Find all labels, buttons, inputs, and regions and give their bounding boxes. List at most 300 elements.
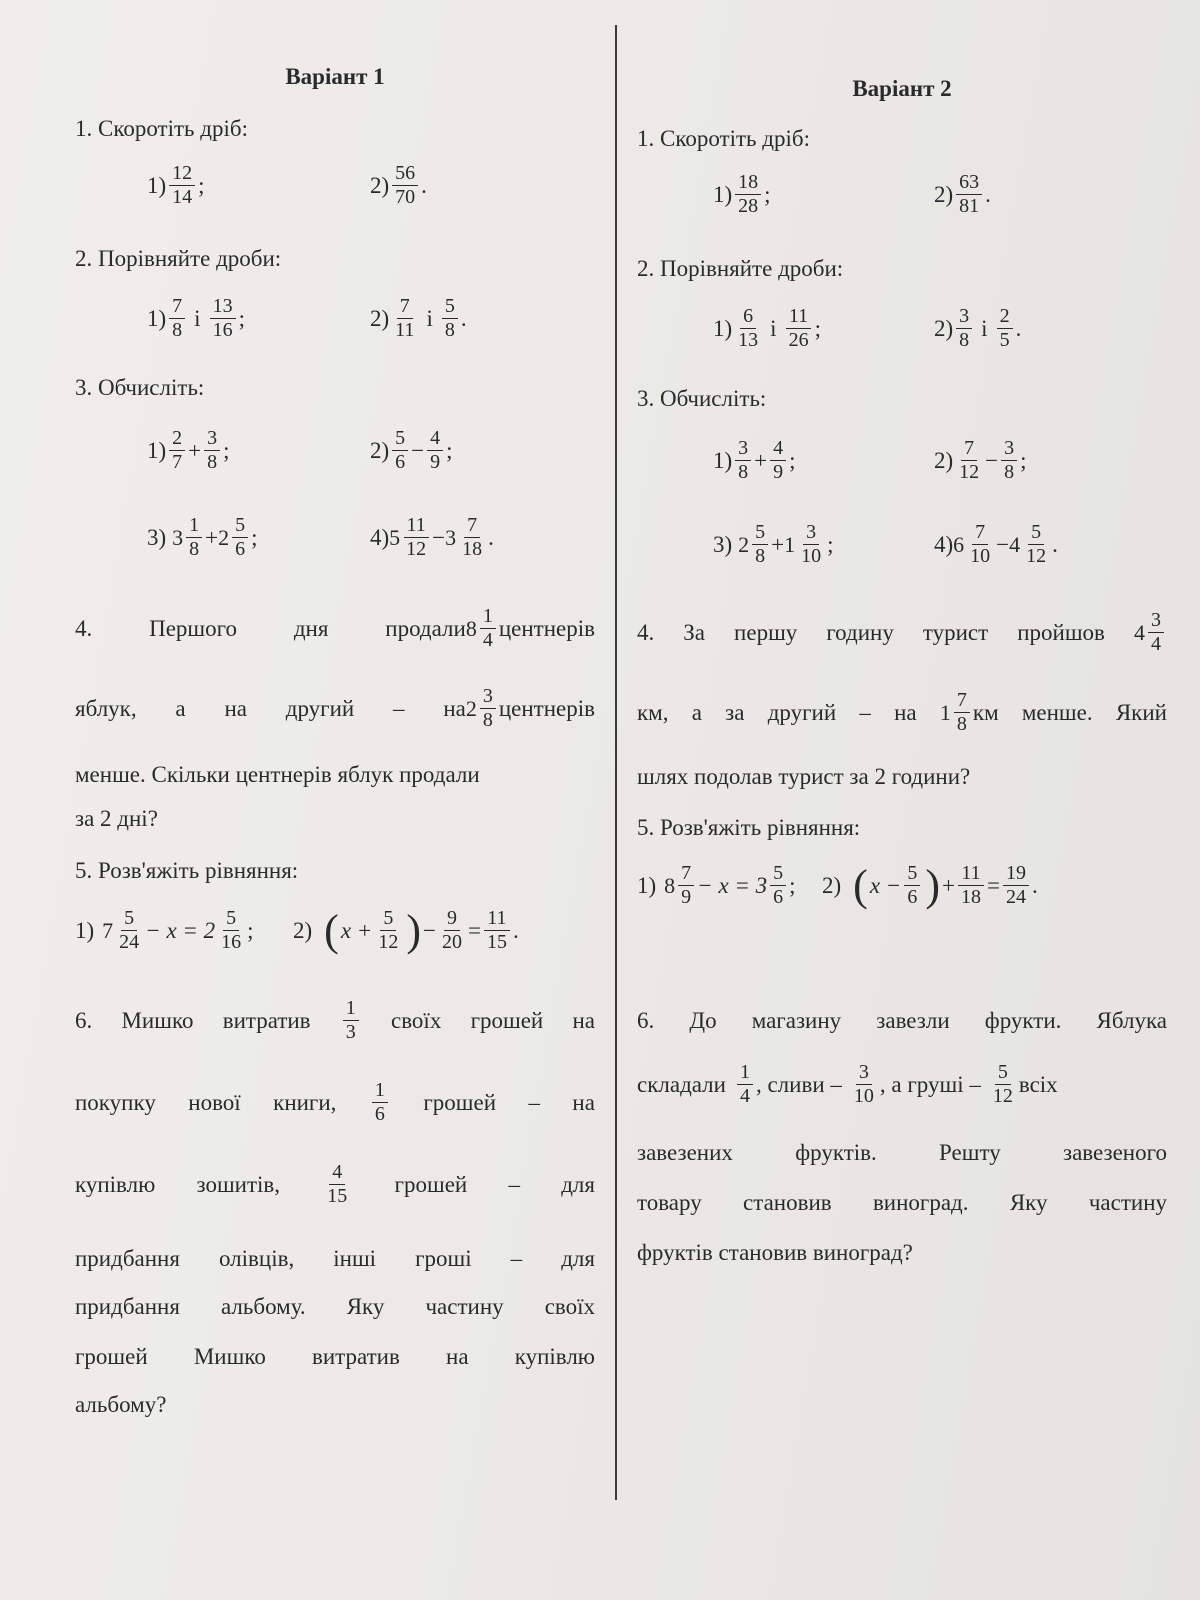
dash: – (393, 695, 405, 721)
denominator: 12 (959, 461, 980, 483)
fraction (678, 863, 694, 908)
word: завезли (876, 1008, 950, 1033)
denominator: 4 (482, 629, 493, 651)
whole-part: 1 (939, 699, 951, 725)
numerator: 6 (740, 306, 756, 329)
whole-part: 5 (389, 524, 401, 550)
task-6-line-5: придбання альбому. Яку частину своїх (75, 1294, 595, 1319)
mixed-number (1134, 610, 1167, 655)
denominator: 81 (959, 195, 980, 217)
task-2-heading: 2. Порівняйте дроби: (75, 246, 282, 271)
word: нової (188, 1089, 241, 1115)
denominator: 12 (992, 1085, 1013, 1107)
task-3-item-2 (934, 438, 1027, 483)
variable-term: x − (869, 872, 902, 898)
punctuation: ; (251, 524, 258, 550)
denominator: 4 (1150, 633, 1161, 655)
equals-sign: = (467, 917, 481, 943)
word: завезених (637, 1140, 733, 1165)
denominator: 7 (172, 451, 183, 473)
fraction (1148, 610, 1164, 655)
fraction (427, 428, 443, 473)
fraction (1001, 438, 1017, 483)
word: частину (1088, 1190, 1167, 1215)
task-1-heading: 1. Скоротіть дріб: (637, 126, 810, 151)
fraction (169, 428, 185, 473)
word: центнерів (498, 695, 595, 721)
numerator: 12 (169, 163, 195, 186)
task-6-line-3 (75, 1162, 595, 1207)
numerator: 56 (392, 163, 418, 186)
fraction (990, 1062, 1016, 1107)
denominator: 18 (462, 538, 483, 560)
task-3-heading: 3. Обчисліть: (637, 386, 767, 411)
fraction (375, 908, 401, 953)
punctuation: ; (1020, 447, 1027, 473)
word: на (572, 1007, 595, 1033)
punctuation: ; (446, 437, 453, 463)
whole-part: 8 (664, 872, 676, 898)
word: грошей (394, 1171, 468, 1197)
right-parenthesis: ) (406, 905, 421, 955)
word: всіх (1018, 1071, 1058, 1097)
word: Першого (149, 615, 237, 641)
punctuation: ; (827, 531, 834, 557)
task-5-item-2 (822, 860, 1038, 910)
task-number: 6. (637, 1008, 655, 1033)
whole-part: 8 (465, 615, 477, 641)
word-with-number (940, 690, 999, 735)
task-5-item-1 (637, 863, 796, 908)
punctuation: . (1031, 872, 1038, 898)
item-label: 4) (370, 524, 390, 550)
denominator: 10 (853, 1085, 874, 1107)
operator: − (432, 524, 446, 550)
denominator: 8 (172, 319, 183, 341)
column-divider (615, 25, 617, 1500)
denominator: 8 (207, 451, 218, 473)
fraction (1003, 863, 1029, 908)
whole-part: 7 (102, 917, 114, 943)
fraction (392, 296, 417, 341)
numerator: 5 (1028, 522, 1044, 545)
right-parenthesis: ) (925, 860, 940, 910)
word: товару (637, 1190, 702, 1215)
denominator: 28 (738, 195, 759, 217)
fraction (786, 306, 812, 351)
word: Яблука (1096, 1008, 1167, 1033)
fraction (439, 908, 465, 953)
numerator: 3 (735, 438, 751, 461)
numerator: 3 (956, 306, 972, 329)
word: грошей (470, 1007, 544, 1033)
word: Решту (939, 1140, 1001, 1165)
conjunction: і (426, 305, 433, 331)
item-label: 2) (370, 172, 390, 198)
task-1-item-2 (934, 172, 991, 217)
punctuation: ; (238, 305, 245, 331)
task-6-line-7: альбому? (75, 1392, 167, 1417)
numerator: 11 (404, 515, 429, 538)
numerator: 2 (169, 428, 185, 451)
equals-sign: = (986, 872, 1000, 898)
numerator: 5 (752, 522, 768, 545)
denominator: 24 (119, 931, 140, 953)
fraction (997, 306, 1013, 351)
item-label: 2) (822, 872, 842, 898)
denominator: 10 (970, 545, 991, 567)
word: дня (293, 615, 329, 641)
word: пройшов (1017, 619, 1105, 645)
task-1-item-1 (147, 163, 205, 208)
punctuation: ; (223, 437, 230, 463)
denominator: 24 (1005, 886, 1026, 908)
denominator: 10 (801, 545, 822, 567)
fraction (204, 428, 220, 473)
fraction (324, 1162, 350, 1207)
denominator: 6 (374, 1103, 385, 1125)
numerator: 1 (372, 1080, 388, 1103)
task-6-line-3 (637, 1140, 1167, 1166)
task-4-line-1 (75, 606, 595, 651)
fraction (116, 908, 142, 953)
task-6-line-4: придбання олівців, інші гроші – для (75, 1246, 595, 1271)
denominator: 8 (959, 329, 970, 351)
word: Мишко (121, 1007, 194, 1033)
word-with-number (385, 606, 595, 651)
task-6-line-6: грошей Мишко витратив на купівлю (75, 1344, 595, 1369)
task-3-item-3 (713, 522, 834, 567)
numerator: 7 (169, 296, 185, 319)
numerator: 3 (204, 428, 220, 451)
task-2-heading: 2. Порівняйте дроби: (637, 256, 844, 281)
task-4-line-4: за 2 дні? (75, 806, 158, 831)
denominator: 8 (738, 461, 749, 483)
fraction (372, 1080, 388, 1125)
fraction (210, 296, 236, 341)
item-label: 1) (637, 872, 657, 898)
denominator: 6 (773, 886, 784, 908)
item-label: 1) (147, 437, 167, 463)
fraction (956, 172, 982, 217)
fraction (904, 863, 920, 908)
word: км, (637, 699, 669, 725)
task-4-line-3: менше. Скільки центнерів яблук продали (75, 762, 480, 787)
denominator: 8 (444, 319, 455, 341)
word: другий (767, 699, 837, 725)
word: на (572, 1089, 595, 1115)
whole-part: 2 (465, 695, 477, 721)
operator: − (996, 531, 1010, 557)
fraction (956, 306, 972, 351)
task-6-line-1 (75, 998, 595, 1043)
numerator: 5 (904, 863, 920, 886)
task-3-item-4 (370, 515, 494, 560)
fraction (392, 428, 408, 473)
whole-part: 1 (784, 531, 796, 557)
word: купівлю (75, 1171, 156, 1197)
fraction (735, 172, 761, 217)
punctuation: . (1052, 531, 1058, 557)
task-1-item-1 (713, 172, 771, 217)
dash: – (859, 699, 871, 725)
punctuation: ; (789, 872, 796, 898)
fraction (343, 998, 359, 1043)
word: , а груші – (879, 1071, 981, 1097)
word: витратив (222, 1007, 311, 1033)
task-6-line-2 (637, 1062, 1058, 1107)
conjunction: і (981, 315, 988, 341)
denominator: 8 (189, 538, 200, 560)
whole-part: 3 (445, 524, 457, 550)
numerator: 13 (210, 296, 236, 319)
word: зошитів, (196, 1171, 281, 1197)
word: а (691, 699, 702, 725)
numerator: 19 (1003, 863, 1029, 886)
denominator: 9 (773, 461, 784, 483)
task-4-line-2 (75, 686, 595, 731)
word: завезеного (1063, 1140, 1167, 1165)
item-label: 1) (75, 917, 95, 943)
item-label: 3) (713, 531, 733, 557)
numerator: 4 (329, 1162, 345, 1185)
item-label: 2) (934, 181, 954, 207)
operator: − (422, 917, 436, 943)
word: своїх (391, 1007, 442, 1033)
punctuation: ; (814, 315, 821, 341)
task-number: 4. (75, 615, 93, 641)
numerator: 7 (678, 863, 694, 886)
dash: – (528, 1089, 540, 1115)
word: другий (285, 695, 355, 721)
numerator: 5 (121, 908, 137, 931)
numerator: 5 (380, 908, 396, 931)
item-label: 1) (713, 447, 733, 473)
equation-middle: − x = 3 (697, 872, 768, 898)
operator: − (985, 447, 999, 473)
fraction (770, 863, 786, 908)
denominator: 8 (755, 545, 766, 567)
item-label: 3) (147, 524, 167, 550)
task-6-line-2 (75, 1080, 595, 1125)
task-3-item-3 (147, 515, 258, 560)
denominator: 16 (221, 931, 242, 953)
denominator: 8 (482, 709, 493, 731)
denominator: 15 (486, 931, 507, 953)
numerator: 5 (392, 428, 408, 451)
word: складали (637, 1071, 726, 1097)
operator: + (771, 531, 785, 557)
numerator: 1 (737, 1062, 753, 1085)
fraction (752, 522, 768, 567)
fraction (442, 296, 458, 341)
task-3-item-2 (370, 428, 453, 473)
denominator: 8 (1004, 461, 1015, 483)
punctuation: . (1015, 315, 1022, 341)
whole-part: 4 (1009, 531, 1021, 557)
task-3-item-1 (147, 428, 230, 473)
variant-1-title: Варіант 1 (285, 64, 385, 89)
word: менше. (1021, 699, 1093, 725)
task-5-heading: 5. Розв'яжіть рівняння: (637, 815, 861, 840)
word: на (894, 699, 917, 725)
numerator: 3 (856, 1062, 872, 1085)
variant-2-title: Варіант 2 (852, 76, 952, 101)
numerator: 4 (427, 428, 443, 451)
denominator: 12 (378, 931, 399, 953)
word: виноград. (872, 1190, 969, 1215)
denominator: 3 (345, 1021, 356, 1043)
numerator: 11 (786, 306, 811, 329)
numerator: 5 (223, 908, 239, 931)
left-parenthesis: ( (853, 860, 868, 910)
word-with-number (443, 686, 595, 731)
word: Яку (1009, 1190, 1048, 1215)
fraction (798, 522, 824, 567)
denominator: 26 (788, 329, 809, 351)
numerator: 3 (1148, 610, 1164, 633)
numerator: 1 (343, 998, 359, 1021)
punctuation: . (460, 305, 467, 331)
operator: + (754, 447, 768, 473)
word: для (561, 1171, 595, 1197)
task-number: 4. (637, 619, 655, 645)
whole-part: 6 (953, 531, 965, 557)
denominator: 6 (395, 451, 406, 473)
word: за (725, 699, 745, 725)
word: грошей (423, 1089, 497, 1115)
word: становив (743, 1190, 832, 1215)
denominator: 9 (681, 886, 692, 908)
operator: − (411, 437, 425, 463)
fraction (232, 515, 248, 560)
task-5-item-2 (293, 905, 519, 955)
word: фрукти. (984, 1008, 1062, 1033)
numerator: 5 (995, 1062, 1011, 1085)
word: За (683, 619, 706, 645)
word: км (972, 699, 999, 725)
punctuation: ; (789, 447, 796, 473)
item-label: 2) (934, 315, 954, 341)
denominator: 13 (738, 329, 759, 351)
operator: + (205, 524, 219, 550)
word: Який (1115, 699, 1167, 725)
task-6-line-5: фруктів становив виноград? (637, 1240, 913, 1265)
word: До (689, 1008, 717, 1033)
denominator: 5 (999, 329, 1010, 351)
variable-term: x + (340, 917, 373, 943)
task-number: 6. (75, 1007, 93, 1033)
fraction (958, 863, 984, 908)
word: продали (385, 615, 466, 641)
fraction (851, 1062, 877, 1107)
numerator: 4 (770, 438, 786, 461)
item-label: 2) (293, 917, 313, 943)
task-6-line-1 (637, 1008, 1167, 1034)
task-4-line-2 (637, 690, 1167, 735)
word: центнерів (498, 615, 595, 641)
task-3-heading: 3. Обчисліть: (75, 375, 205, 400)
fraction (169, 296, 185, 341)
denominator: 18 (960, 886, 981, 908)
whole-part: 2 (218, 524, 230, 550)
item-label: 2) (370, 437, 390, 463)
numerator: 1 (186, 515, 202, 538)
numerator: 7 (972, 522, 988, 545)
fraction (169, 163, 195, 208)
denominator: 11 (395, 319, 415, 341)
numerator: 7 (961, 438, 977, 461)
task-2-item-1 (147, 296, 245, 341)
conjunction: і (770, 315, 777, 341)
item-label: 2) (934, 447, 954, 473)
item-label: 1) (147, 305, 167, 331)
fraction (480, 606, 496, 651)
word: книги, (273, 1089, 337, 1115)
fraction (956, 438, 982, 483)
left-parenthesis: ( (324, 905, 339, 955)
fraction (1023, 522, 1049, 567)
fraction (967, 522, 993, 567)
dash: – (508, 1171, 520, 1197)
punctuation: . (985, 181, 991, 207)
whole-part: 3 (172, 524, 184, 550)
task-2-item-2 (370, 296, 467, 341)
fraction (480, 686, 496, 731)
numerator: 3 (803, 522, 819, 545)
whole-part: 4 (1133, 619, 1145, 645)
fraction (735, 438, 751, 483)
numerator: 7 (464, 515, 480, 538)
denominator: 20 (441, 931, 462, 953)
fraction (954, 690, 970, 735)
fraction (218, 908, 244, 953)
word: яблук, (75, 695, 137, 721)
numerator: 2 (997, 306, 1013, 329)
punctuation: ; (198, 172, 205, 198)
word: першу (734, 619, 798, 645)
word: фруктів. (795, 1140, 877, 1165)
word: на (443, 695, 466, 721)
fraction (770, 438, 786, 483)
task-5-item-1 (75, 908, 254, 953)
punctuation: ; (764, 181, 771, 207)
denominator: 9 (430, 451, 441, 473)
task-1-item-2 (370, 163, 427, 208)
numerator: 5 (442, 296, 458, 319)
denominator: 70 (395, 186, 416, 208)
numerator: 3 (1001, 438, 1017, 461)
task-6-line-4 (637, 1190, 1167, 1216)
fraction (737, 1062, 753, 1107)
punctuation: ; (247, 917, 254, 943)
word: а (175, 695, 186, 721)
task-3-item-4 (934, 522, 1058, 567)
denominator: 14 (172, 186, 193, 208)
numerator: 1 (480, 606, 496, 629)
word: годину (826, 619, 894, 645)
operator: + (941, 872, 955, 898)
item-label: 2) (370, 305, 390, 331)
item-label: 4) (934, 531, 954, 557)
denominator: 16 (212, 319, 233, 341)
word: на (224, 695, 247, 721)
numerator: 18 (735, 172, 761, 195)
denominator: 12 (1026, 545, 1047, 567)
task-3-item-1 (713, 438, 796, 483)
word: покупку (75, 1089, 156, 1115)
conjunction: і (194, 305, 201, 331)
